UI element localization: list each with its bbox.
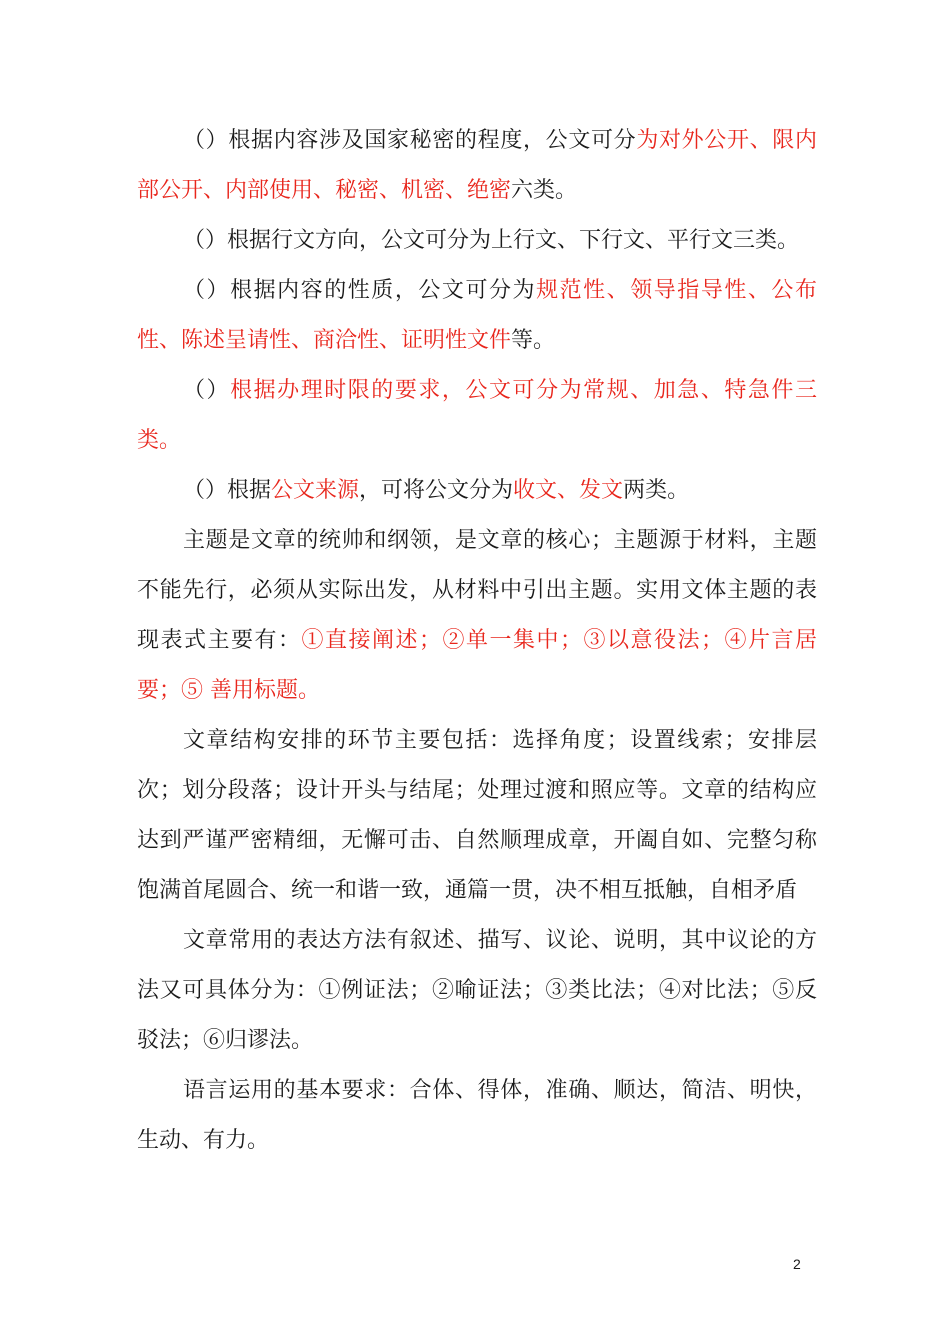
text-segment: 主题是文章的统帅和纲领，是文章的核心；主题源于材料，主题不能先行，必须从实际出发，从材料中引出主题。实用文体主题的表现表式主要有：: [137, 528, 817, 653]
page-number: 2: [793, 1256, 801, 1272]
text-segment: 等。: [511, 328, 556, 353]
paragraph-nature-classification: [137, 266, 817, 366]
paragraph-direction-classification: [137, 216, 817, 266]
highlighted-text-segment: 规范性、领导指导性、公布性、陈述呈请性、商洽性、证明性文件: [137, 278, 817, 353]
highlighted-text-segment: 收文、发文: [513, 478, 624, 503]
text-segment: 语言运用的基本要求：合体、得体，准确、顺达，简洁、明快，生动、有力。: [137, 1078, 817, 1153]
text-segment: （）根据内容的性质，公文可分为: [183, 278, 537, 303]
highlighted-text-segment: 为对外公开、限内部公开、内部使用、秘密、机密、绝密: [137, 128, 817, 203]
text-segment: （）根据: [183, 478, 272, 503]
text-segment: 文章结构安排的环节主要包括：选择角度；设置线索；安排层次；划分段落；设计开头与结尾；处理过渡和照应等。文章的结构应达到严谨严密精细，无懈可击、自然顺理成章，开阖自如、完整匀称饱满首尾圆合、统一和谐一致，通篇一贯，决不相互抵触，自相矛盾: [137, 728, 817, 903]
highlighted-text-segment: 根据办理时限的要求，公文可分为常规、加急、特急件三类。: [137, 378, 817, 453]
paragraph-theme: [137, 516, 817, 716]
paragraph-source-classification: [137, 466, 817, 516]
text-segment: ，可将公文分为: [359, 478, 514, 503]
paragraph-structure: [137, 716, 817, 916]
paragraph-expression-methods: [137, 916, 817, 1066]
document-body: [137, 116, 817, 1166]
text-segment: 六类。: [511, 178, 578, 203]
text-segment: （）根据内容涉及国家秘密的程度，公文可分: [183, 128, 637, 153]
paragraph-language-requirements: [137, 1066, 817, 1166]
highlighted-text-segment: ①直接阐述；②单一集中；③以意役法；④片言居要；⑤ 善用标题。: [137, 628, 817, 703]
text-segment: （）根据行文方向，公文可分为上行文、下行文、平行文三类。: [183, 228, 800, 253]
text-segment: 两类。: [623, 478, 690, 503]
paragraph-secrecy-classification: [137, 116, 817, 216]
text-segment: （）: [183, 378, 231, 403]
highlighted-text-segment: 公文来源: [271, 478, 360, 503]
paragraph-time-limit-classification: [137, 366, 817, 466]
text-segment: 文章常用的表达方法有叙述、描写、议论、说明，其中议论的方法又可具体分为：①例证法；②喻证法；③类比法；④对比法；⑤反驳法；⑥归谬法。: [137, 928, 817, 1053]
